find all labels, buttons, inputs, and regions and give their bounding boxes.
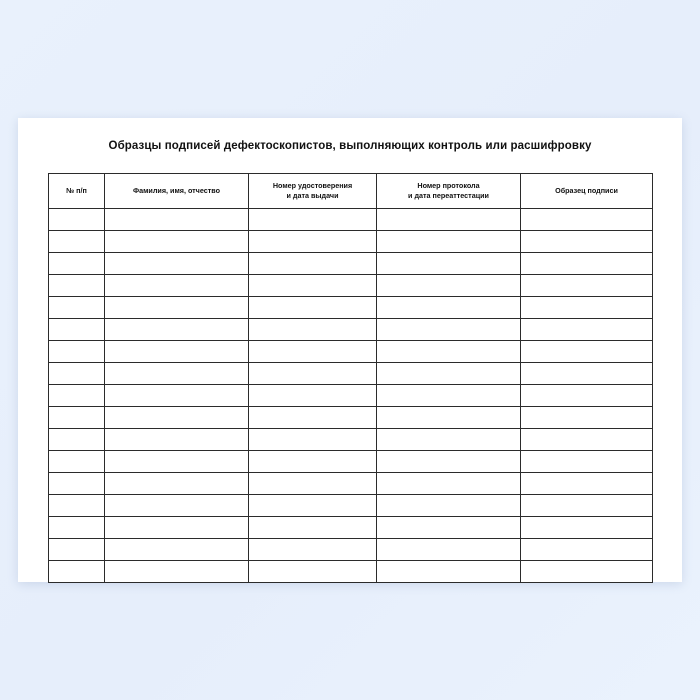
table-cell[interactable] bbox=[105, 429, 249, 451]
table-cell[interactable] bbox=[105, 407, 249, 429]
table-cell[interactable] bbox=[105, 363, 249, 385]
column-header-certificate-line2: и дата выдачи bbox=[286, 191, 339, 200]
table-cell[interactable] bbox=[521, 363, 653, 385]
table-row bbox=[49, 341, 653, 363]
table-cell[interactable] bbox=[249, 473, 377, 495]
table-cell[interactable] bbox=[249, 253, 377, 275]
table-cell[interactable] bbox=[377, 231, 521, 253]
table-cell[interactable] bbox=[377, 539, 521, 561]
table-cell[interactable] bbox=[49, 385, 105, 407]
column-header-protocol bbox=[377, 174, 521, 209]
table-cell[interactable] bbox=[249, 209, 377, 231]
table-cell[interactable] bbox=[105, 297, 249, 319]
table-cell[interactable] bbox=[521, 319, 653, 341]
column-header-signature-line1: Образец подписи bbox=[555, 186, 618, 196]
table-row bbox=[49, 407, 653, 429]
table-cell[interactable] bbox=[377, 473, 521, 495]
table-cell[interactable] bbox=[377, 209, 521, 231]
table-cell[interactable] bbox=[105, 253, 249, 275]
column-header-certificate-line1: Номер удостоверения bbox=[272, 181, 353, 191]
table-cell[interactable] bbox=[49, 275, 105, 297]
table-cell[interactable] bbox=[49, 495, 105, 517]
table-header bbox=[49, 174, 653, 209]
table-row bbox=[49, 209, 653, 231]
column-header-fullname bbox=[105, 174, 249, 209]
table-cell[interactable] bbox=[249, 429, 377, 451]
page-title: Образцы подписей дефектоскопистов, выполняющих контроль или расшифровку bbox=[108, 140, 592, 152]
table-row bbox=[49, 253, 653, 275]
table-cell[interactable] bbox=[49, 231, 105, 253]
table-cell[interactable] bbox=[521, 341, 653, 363]
table-row bbox=[49, 231, 653, 253]
column-header-number bbox=[49, 174, 105, 209]
table-cell[interactable] bbox=[105, 209, 249, 231]
column-header-fullname-line1: Фамилия, имя, отчество bbox=[132, 186, 220, 196]
table-cell[interactable] bbox=[377, 407, 521, 429]
table-row bbox=[49, 319, 653, 341]
table-cell[interactable] bbox=[377, 253, 521, 275]
table-cell[interactable] bbox=[105, 473, 249, 495]
table-cell[interactable] bbox=[249, 319, 377, 341]
table-cell[interactable] bbox=[249, 451, 377, 473]
table-cell[interactable] bbox=[249, 407, 377, 429]
table-cell[interactable] bbox=[249, 561, 377, 583]
table-cell[interactable] bbox=[105, 275, 249, 297]
table-row bbox=[49, 495, 653, 517]
table-cell[interactable] bbox=[105, 517, 249, 539]
document-sheet bbox=[18, 118, 682, 582]
table-cell[interactable] bbox=[49, 209, 105, 231]
table-cell[interactable] bbox=[105, 231, 249, 253]
table-cell[interactable] bbox=[249, 341, 377, 363]
table-cell[interactable] bbox=[521, 253, 653, 275]
table-cell[interactable] bbox=[105, 385, 249, 407]
table-cell[interactable] bbox=[521, 473, 653, 495]
table-cell[interactable] bbox=[49, 363, 105, 385]
table-row bbox=[49, 561, 653, 583]
table-cell[interactable] bbox=[49, 451, 105, 473]
table-cell[interactable] bbox=[49, 429, 105, 451]
table-cell[interactable] bbox=[249, 539, 377, 561]
table-row bbox=[49, 451, 653, 473]
table-cell[interactable] bbox=[49, 253, 105, 275]
table-cell[interactable] bbox=[377, 561, 521, 583]
table-cell[interactable] bbox=[377, 385, 521, 407]
table-cell[interactable] bbox=[249, 297, 377, 319]
table-cell[interactable] bbox=[377, 451, 521, 473]
table-cell[interactable] bbox=[249, 517, 377, 539]
table-cell[interactable] bbox=[49, 297, 105, 319]
table-cell[interactable] bbox=[521, 297, 653, 319]
table-cell[interactable] bbox=[105, 495, 249, 517]
table-row bbox=[49, 473, 653, 495]
table-cell[interactable] bbox=[377, 495, 521, 517]
table-cell[interactable] bbox=[377, 341, 521, 363]
table-row bbox=[49, 275, 653, 297]
table-cell[interactable] bbox=[521, 517, 653, 539]
column-header-certificate bbox=[249, 174, 377, 209]
table-cell[interactable] bbox=[105, 561, 249, 583]
table-cell[interactable] bbox=[377, 319, 521, 341]
table-row bbox=[49, 539, 653, 561]
table-cell[interactable] bbox=[249, 231, 377, 253]
table-cell[interactable] bbox=[49, 319, 105, 341]
table-cell[interactable] bbox=[249, 275, 377, 297]
table-body bbox=[49, 209, 653, 583]
table-row bbox=[49, 385, 653, 407]
signatures-table bbox=[48, 173, 653, 583]
table-row bbox=[49, 517, 653, 539]
table-cell[interactable] bbox=[377, 429, 521, 451]
table-cell[interactable] bbox=[49, 341, 105, 363]
table-cell[interactable] bbox=[521, 275, 653, 297]
signatures-table-container bbox=[48, 173, 652, 583]
table-row bbox=[49, 429, 653, 451]
table-cell[interactable] bbox=[377, 363, 521, 385]
table-cell[interactable] bbox=[521, 495, 653, 517]
table-cell[interactable] bbox=[249, 363, 377, 385]
table-cell[interactable] bbox=[105, 451, 249, 473]
column-header-protocol-line1: Номер протокола bbox=[417, 181, 480, 191]
column-header-number-line1: № п/п bbox=[66, 186, 87, 196]
table-cell[interactable] bbox=[521, 385, 653, 407]
column-header-signature bbox=[521, 174, 653, 209]
table-cell[interactable] bbox=[377, 517, 521, 539]
table-cell[interactable] bbox=[249, 385, 377, 407]
table-cell[interactable] bbox=[521, 407, 653, 429]
table-cell[interactable] bbox=[521, 451, 653, 473]
table-cell[interactable] bbox=[105, 319, 249, 341]
table-cell[interactable] bbox=[521, 561, 653, 583]
column-header-protocol-line2: и дата переаттестации bbox=[408, 191, 489, 200]
table-cell[interactable] bbox=[521, 209, 653, 231]
table-row bbox=[49, 297, 653, 319]
table-row bbox=[49, 363, 653, 385]
table-cell[interactable] bbox=[521, 539, 653, 561]
table-cell[interactable] bbox=[105, 539, 249, 561]
table-header-row bbox=[49, 174, 653, 209]
table-cell[interactable] bbox=[249, 495, 377, 517]
table-cell[interactable] bbox=[377, 297, 521, 319]
table-cell[interactable] bbox=[49, 561, 105, 583]
table-cell[interactable] bbox=[49, 473, 105, 495]
table-cell[interactable] bbox=[521, 231, 653, 253]
table-cell[interactable] bbox=[105, 341, 249, 363]
table-cell[interactable] bbox=[377, 275, 521, 297]
table-cell[interactable] bbox=[521, 429, 653, 451]
table-cell[interactable] bbox=[49, 517, 105, 539]
table-cell[interactable] bbox=[49, 539, 105, 561]
table-cell[interactable] bbox=[49, 407, 105, 429]
